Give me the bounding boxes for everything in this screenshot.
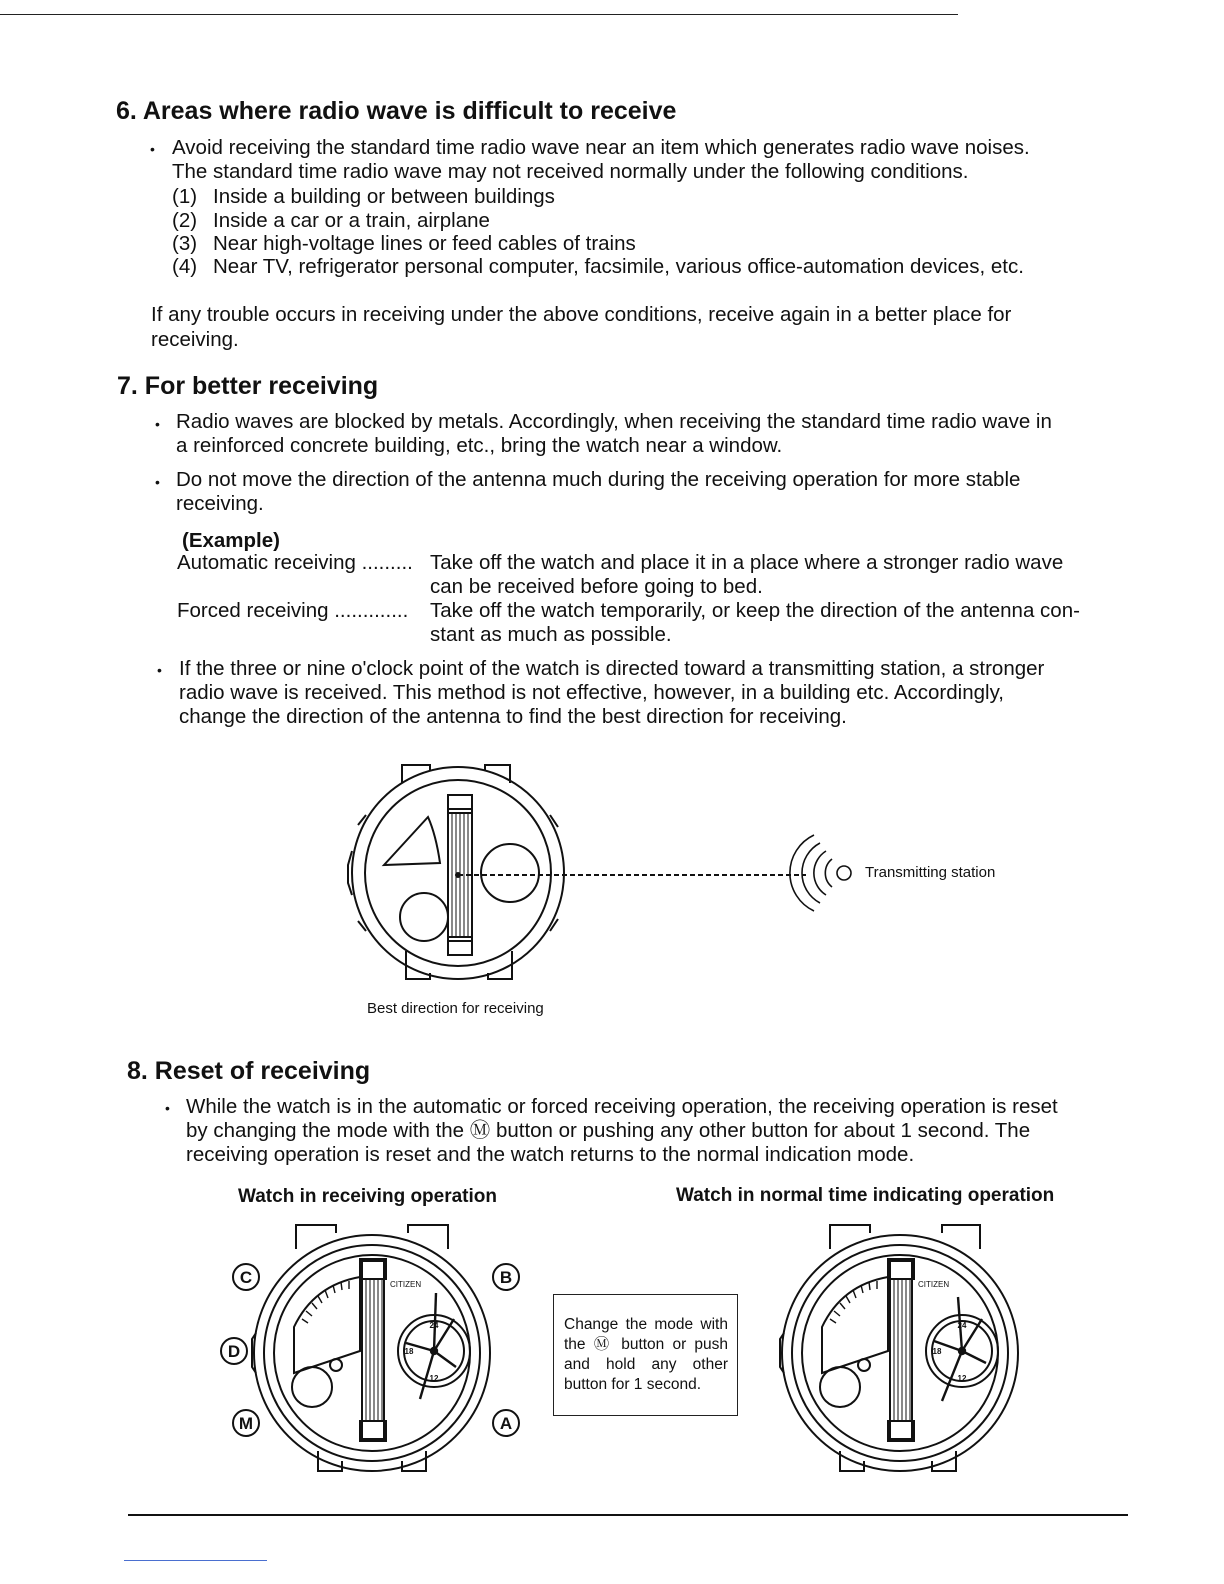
dial-12-label: 12 (957, 1374, 967, 1383)
section-6-title: 6. Areas where radio wave is difficult to receive (116, 97, 677, 125)
button-m-label: M (238, 1414, 254, 1433)
condition-text: Inside a car or a train, airplane (213, 209, 490, 232)
dial-18-label: 18 (932, 1347, 942, 1356)
instruction-box: Change the mode with the Ⓜ button or push and hold any other button for 1 second. (553, 1294, 738, 1416)
brand-label: CITIZEN (918, 1280, 950, 1289)
button-c-label: C (239, 1268, 253, 1287)
s6-trouble-line1: If any trouble occurs in receiving under the above conditions, receive again in a better place for (151, 303, 1012, 326)
forced-receiving-label: Forced receiving ............. (177, 599, 409, 622)
watch-receiving-diagram (208, 1215, 528, 1485)
section-8-title: 8. Reset of receiving (127, 1057, 371, 1085)
dial-12-label: 12 (429, 1374, 439, 1383)
bottom-rule (128, 1514, 1128, 1516)
forced-receiving-line1: Take off the watch temporarily, or keep the direction of the antenna con- (430, 599, 1080, 622)
best-direction-caption: Best direction for receiving (367, 1000, 544, 1017)
bullet: • (155, 474, 160, 490)
condition-text: Near high-voltage lines or feed cables of trains (213, 232, 636, 255)
s8-b1-line2: by changing the mode with the Ⓜ button or pushing any other button for about 1 second. The (186, 1119, 1031, 1142)
s7-b1-line2: a reinforced concrete building, etc., bring the watch near a window. (176, 434, 783, 457)
bullet: • (150, 141, 155, 157)
watch-normal-diagram (752, 1215, 1022, 1485)
s8-b1-line3: receiving operation is reset and the watch returns to the normal indication mode. (186, 1143, 915, 1166)
bullet: • (157, 662, 162, 678)
condition-text: Inside a building or between buildings (213, 185, 555, 208)
s6-intro-line1: Avoid receiving the standard time radio wave near an item which generates radio wave noises. (172, 136, 1030, 159)
s7-b3-line1: If the three or nine o'clock point of the watch is directed toward a transmitting station, a stronger (179, 657, 1045, 680)
forced-receiving-line2: stant as much as possible. (430, 623, 672, 646)
auto-receiving-line2: can be received before going to bed. (430, 575, 763, 598)
dial-18-label: 18 (404, 1347, 414, 1356)
condition-text: Near TV, refrigerator personal computer, facsimile, various office-automation devices, etc. (213, 255, 1024, 278)
brand-label: CITIZEN (390, 1280, 422, 1289)
s7-b3-line3: change the direction of the antenna to find the best direction for receiving. (179, 705, 847, 728)
section-7-title: 7. For better receiving (117, 372, 379, 400)
bullet: • (165, 1100, 170, 1116)
condition-num: (1) (172, 185, 198, 208)
antenna-direction-diagram (340, 755, 860, 995)
s7-b3-line2: radio wave is received. This method is not effective, however, in a building etc. Accordingly, (179, 681, 1004, 704)
bullet: • (155, 416, 160, 432)
dial-24-label: 24 (429, 1321, 439, 1330)
condition-num: (4) (172, 255, 198, 278)
s8-b1-line1: While the watch is in the automatic or forced receiving operation, the receiving operation is reset (186, 1095, 1058, 1118)
condition-num: (3) (172, 232, 198, 255)
button-a-label: A (499, 1414, 513, 1433)
s7-b1-line1: Radio waves are blocked by metals. Accordingly, when receiving the standard time radio wave in (176, 410, 1052, 433)
button-b-label: B (499, 1268, 513, 1287)
s6-intro-line2: The standard time radio wave may not received normally under the following conditions. (172, 160, 969, 183)
dial-24-label: 24 (957, 1321, 967, 1330)
auto-receiving-line1: Take off the watch and place it in a place where a stronger radio wave (430, 551, 1064, 574)
auto-receiving-label: Automatic receiving ......... (177, 551, 413, 574)
s7-b2-line2: receiving. (176, 492, 264, 515)
right-watch-caption: Watch in normal time indicating operation (676, 1185, 1055, 1206)
s7-b2-line1: Do not move the direction of the antenna much during the receiving operation for more stable (176, 468, 1021, 491)
s6-trouble-line2: receiving. (151, 328, 239, 351)
example-label: (Example) (182, 529, 280, 552)
button-d-label: D (227, 1342, 241, 1361)
condition-num: (2) (172, 209, 198, 232)
left-watch-caption: Watch in receiving operation (238, 1186, 498, 1207)
transmitting-station-label: Transmitting station (865, 864, 996, 881)
top-rule (0, 14, 958, 15)
footer-rule (124, 1560, 267, 1561)
